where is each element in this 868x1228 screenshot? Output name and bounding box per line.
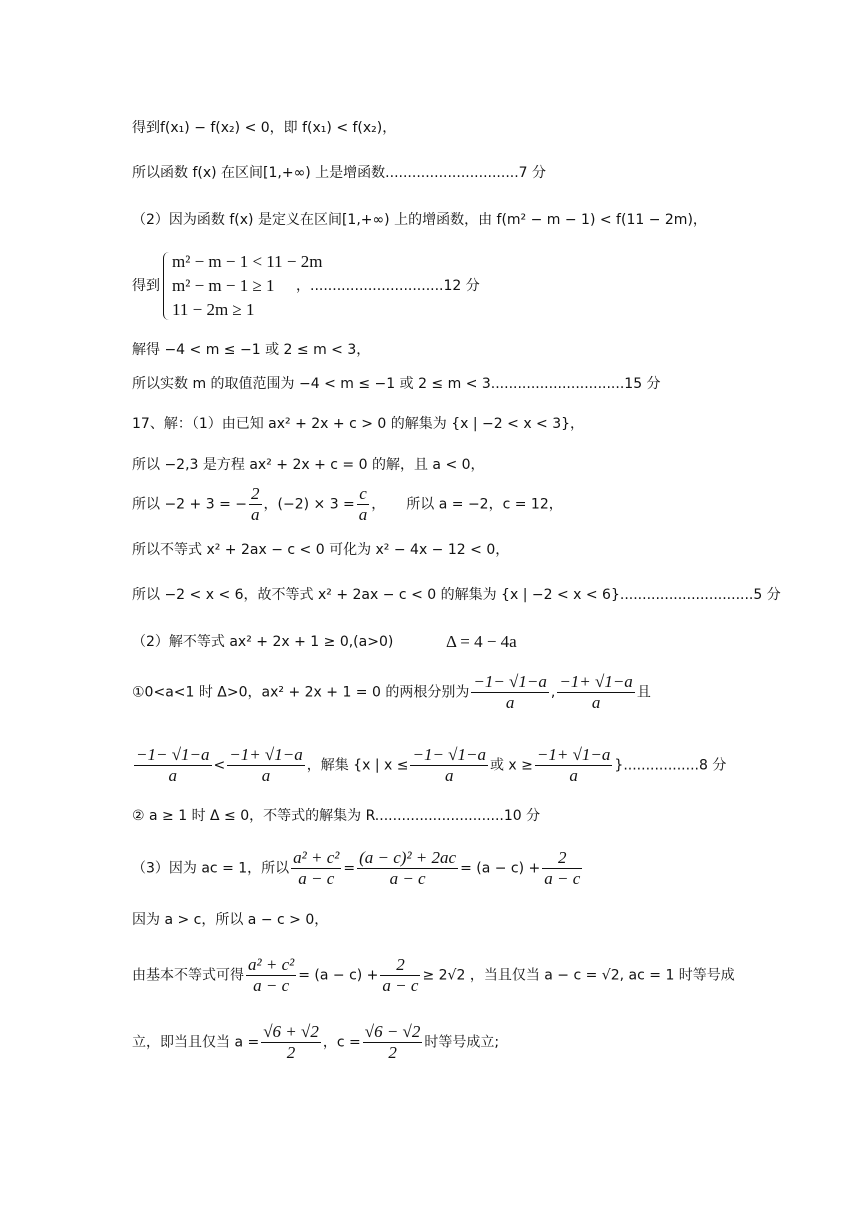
text-line: 得到 xyxy=(132,278,160,294)
fraction xyxy=(357,484,370,525)
numerator: −1− √1−a xyxy=(136,745,210,764)
numerator: a² + c² xyxy=(293,848,340,867)
text-segment: 或 x ≥ xyxy=(489,757,533,774)
text-line: 所以不等式 x² + 2ax − c < 0 可化为 x² − 4x − 12 < 0， xyxy=(132,542,510,558)
text-segment: 时等号成立; xyxy=(424,1034,500,1051)
text-line xyxy=(132,585,781,605)
numerator: −1+ √1−a xyxy=(559,672,633,691)
text-segment: , xyxy=(550,684,556,701)
text-segment: ①0<a<1 时 Δ>0，ax² + 2x + 1 = 0 的两根分别为 xyxy=(132,684,470,701)
numerator: c xyxy=(357,484,370,505)
numerator: a² + c² xyxy=(248,955,295,974)
denominator: a − c xyxy=(298,869,335,888)
fraction xyxy=(246,955,296,996)
fraction xyxy=(134,745,212,786)
score-marker: ..............................5 分 xyxy=(619,587,781,603)
fraction xyxy=(542,848,582,889)
denominator: a − c xyxy=(544,869,581,888)
denominator: a − c xyxy=(389,869,426,888)
denominator: a xyxy=(358,505,368,524)
score-marker: ，..............................12 分 xyxy=(296,278,480,294)
numerator: −1+ √1−a xyxy=(229,745,303,764)
text-line: ② a ≥ 1 时 Δ ≤ 0，不等式的解集为 R.............................10 分 xyxy=(132,808,541,824)
text-segment: = xyxy=(343,860,356,877)
text-segment: ，(−2) × 3 = xyxy=(263,496,355,513)
text-line xyxy=(132,848,584,889)
text-segment: 由基本不等式可得 xyxy=(132,967,244,984)
denominator: a xyxy=(505,693,515,712)
equation-row: m² − m − 1 ≥ 1 xyxy=(172,276,275,295)
text-segment: < xyxy=(213,757,226,774)
fraction xyxy=(557,672,635,713)
fraction xyxy=(249,484,262,525)
text-segment: = (a − c) + xyxy=(298,967,379,984)
text-line: 所以实数 m 的取值范围为 −4 < m ≤ −1 或 2 ≤ m < 3..............................15 分 xyxy=(132,376,661,392)
fraction xyxy=(471,672,549,713)
text-line: （2）解不等式 ax² + 2x + 1 ≥ 0,(a>0) xyxy=(132,634,394,650)
text-line: 所以 −2,3 是方程 ax² + 2x + c = 0 的解，且 a < 0， xyxy=(132,457,485,473)
fraction xyxy=(291,848,341,889)
text-segment: ，解集 {x | x ≤ xyxy=(306,757,409,774)
text-line xyxy=(132,745,726,786)
fraction xyxy=(357,848,458,889)
denominator: a − c xyxy=(253,976,290,995)
numerator: 2 xyxy=(542,848,582,869)
text-line: 得到f(x₁) − f(x₂) < 0，即 f(x₁) < f(x₂)， xyxy=(132,120,397,136)
score-marker: ..............................7 分 xyxy=(385,165,547,181)
text-segment: ≥ 2√2 ，当且仅当 a − c = √2, ac = 1 时等号成 xyxy=(422,967,735,984)
text-segment: } xyxy=(614,757,624,774)
text-line: 17、解：（1）由已知 ax² + 2x + c > 0 的解集为 {x | −2 < x < 3}， xyxy=(132,416,585,432)
denominator: a xyxy=(168,766,177,785)
text-segment: = (a − c) + xyxy=(460,860,541,877)
text-segment: ， 所以 a = −2，c = 12， xyxy=(371,496,563,513)
numerator: 2 xyxy=(251,484,260,503)
text-segment: 且 xyxy=(636,684,651,701)
text-line: 因为 a > c，所以 a − c > 0， xyxy=(132,912,329,928)
system-brace xyxy=(163,252,170,320)
fraction xyxy=(363,1022,423,1063)
numerator: −1− √1−a xyxy=(473,672,547,691)
denominator: a xyxy=(261,766,271,785)
text-segment: ，c = xyxy=(322,1034,361,1051)
equation-row: m² − m − 1 < 11 − 2m xyxy=(172,252,323,271)
text-line xyxy=(132,955,735,996)
text-line xyxy=(132,1022,499,1063)
text-segment: （3）因为 ac = 1，所以 xyxy=(132,860,290,877)
fraction xyxy=(227,745,305,786)
text-line xyxy=(132,672,651,713)
text-line: （2）因为函数 f(x) 是定义在区间[1,+∞) 上的增函数，由 f(m² − m − 1) < f(11 − 2m)， xyxy=(132,212,707,228)
text-segment: 立，即当且仅当 a = xyxy=(132,1034,260,1051)
fraction xyxy=(410,745,488,786)
text-segment: 所以函数 f(x) 在区间[1,+∞) 上是增函数 xyxy=(132,165,386,181)
denominator: 2 xyxy=(286,1043,296,1062)
denominator: a − c xyxy=(382,976,419,995)
fraction xyxy=(261,1022,321,1063)
denominator: a xyxy=(591,693,601,712)
discriminant: Δ = 4 − 4a xyxy=(446,632,517,651)
denominator: a xyxy=(444,766,454,785)
denominator: 2 xyxy=(388,1043,397,1062)
text-line xyxy=(132,163,546,183)
numerator: √6 + √2 xyxy=(263,1022,319,1041)
numerator: −1− √1−a xyxy=(412,745,486,764)
text-segment: 所以 −2 + 3 = − xyxy=(132,496,247,513)
numerator: 2 xyxy=(380,955,420,976)
equation-row: 11 − 2m ≥ 1 xyxy=(172,300,255,319)
text-line xyxy=(132,484,563,525)
numerator: √6 − √2 xyxy=(364,1022,421,1041)
numerator: −1+ √1−a xyxy=(536,745,611,764)
denominator: a xyxy=(569,766,578,785)
numerator: (a − c)² + 2ac xyxy=(359,848,457,867)
denominator: a xyxy=(251,505,260,524)
text-line: 解得 −4 < m ≤ −1 或 2 ≤ m < 3， xyxy=(132,342,371,358)
text-segment: 所以 −2 < x < 6，故不等式 x² + 2ax − c < 0 的解集为 {x | −2 < x < 6} xyxy=(132,587,620,603)
fraction xyxy=(535,745,613,786)
fraction xyxy=(380,955,420,996)
score-marker: .................8 分 xyxy=(623,757,727,774)
